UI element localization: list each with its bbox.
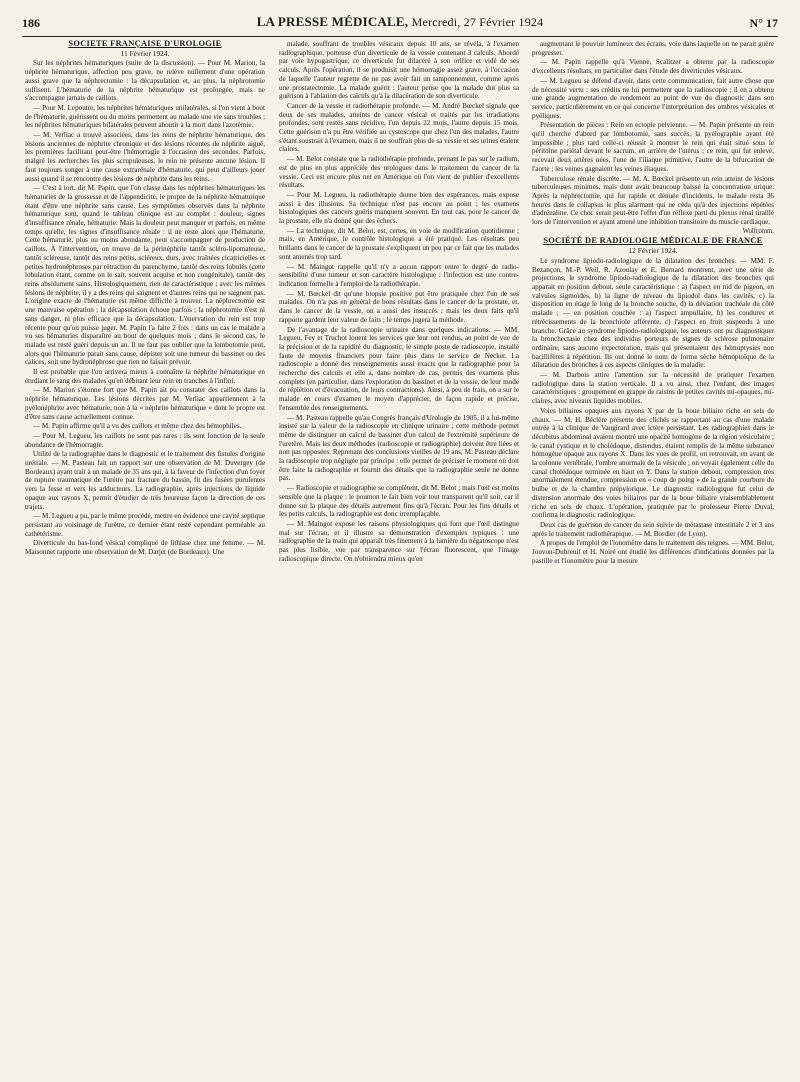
article-paragraph: Le syndrome lipiodo-radiologique de la dilatation des bronches. — MM. F. Bezançon, M.-P. Weil, R. Azoulay et E. Bernard montrent, avec une série de projections, le syndrome lipiodo-radiologique de la dilatation des bronches qui apparait en position debout, seule caractéristique : a) l'aspect en nid de pigeon, en valvules sigmoïdes, b) la ligne de niveau du lipiodol dans les cavités, c) la disposition en étage le long de la bronche souche, d) la déviation trachéale du côté malade ; — en position couchée : a) l'aspect ampullaire, b) les coudures et rétrécissements de la bronchiole afférente, c) l'aspect en fruit suspendu à une branche. Grâce au syndrome lipiodo-radiologique, les auteurs ont pu diagnostiquer la bronchectasie chez des individus porteurs de signes de sclérose pulmonaire ordinaire, sans aucune expectoration, mais qui présentaient des hémoptysies non bacillifères à répétition. Ils ont donné le nom de forme sèche hémoptoïque de la dilatation des bronches à ces aspects cliniques de la maladie. — [532, 256, 774, 370]
article-paragraph: — Pour M. Legueu, les caillots ne sont pas rares : ils sont fonction de la seule abondance de l'hémorragie. — [25, 431, 265, 449]
issue-number: N° 17 — [749, 16, 778, 30]
session-date: 11 Février 1924. — [120, 48, 170, 58]
column-3 — [532, 40, 774, 1080]
column-3-body-b — [532, 257, 774, 566]
article-paragraph: — M. Bœckel dit qu'une biopsie positive put être pratiquée chez l'un de ses malades. On n'a pas en général de bons résultats dans le cancer de la prostate, et, dans le cancer de la vessie, on a aussi des insuccès ; mais les deux faits qu'il rapporte gardent leur valeur de faits ; le temps jugera la méthode. — [279, 289, 519, 324]
issue-date: Mercredi, 27 Février 1924 — [411, 15, 544, 29]
article-paragraph: — M. Verliac a trouvé associées, dans les reins de néphrite hématurique, des lésions anciennes de néphrite chronique et des lésions récentes de néphrite aiguë, les premières facilitant peut-être l'hémorragie à l'occasion des secondes. Parfois, malgré les recherches les plus scrupuleuses, le rein ne présente aucune lésion. Il faut toujours songer à une cause extrarénale d'hématurie, qui peut d'ailleurs jouer aussi quand il se rencontre des lésions de néphrite dans les reins. — [25, 131, 265, 183]
article-paragraph: — M. Pasteau rappelle qu'au Congrès français d'Urologie de 1905, il a lui-même insisté sur la valeur de la radioscopie en clinique urinaire ; cette méthode permet même de distinguer un calcul du bassinet d'un calcul de l'extrémité supérieure de l'uretère. Mais les deux méthodes (radioscopie et radiographie) doivent être liées et non pas opposées. Reprenant des conclusions vieilles de 19 ans, M. Pasteau déclare la radioscopie trop négligée par principe : elle permet de préciser le moment où doit être faite la radiographie et fournit des détails que la radiographie seule ne donne pas. — [279, 413, 519, 483]
article-paragraph: — M. Darbois attire l'attention sur la nécessité de pratiquer l'examen radiologique dans la station verticale. Il a vu ainsi, chez l'enfant, des images caractéristiques : groupement en grappe de raisins de petites cavités mi-opaques, mi-claires, avec niveaux liquides mobiles. — [532, 371, 774, 406]
column-1 — [25, 40, 265, 1080]
article-paragraph: Voies biliaires opaques aux rayons X par de la boue biliaire riche en sels de chaux. — M. H. Béclère présente des clichés se rapportant au cas d'une malade entrée à la clinique de Vaugirard avec ictère persistant. Les radiographies dans le décubitus abdominal avaient montré une opacité homogène de la région vésiculaire ; le canal cystique et le cholédoque, distendus, étaient remplis de la même substance homogène opaque aux rayons X. Dans les vues de profil, on retrouvait, en avant de la colonne vertébrale, l'ombre anormale de la vésicule ; on voyait également celle du canal cholédoque terminée en haut en Y. Dans la station debout, compression très anormalement étendue, compression en « coup de poing » de la grande courbure du bulbe et de la chambre prépylorique. Le diagnostic radiologique fut celui de distension anormale des voies biliaires par de la boue biliaire vraisemblablement riche en sels de chaux. L'opération, pratiquée par le professeur Pierre Duval, confirma le diagnostic radiologique. — [532, 406, 774, 520]
article-paragraph: Sur les néphrites hématuriques (suite de la discussion). — Pour M. Marion, la néphrite hématurique, affection peu grave, ne relève nullement d'une opération aussi grave que la néphrectomie : la décapsulation et, au plus, la néphrotomie suffisent. L'hématurie de la néphrite hématurique est prolongée, mais ne s'accompagne jamais de caillots. — [25, 59, 265, 103]
article-paragraph: — M. Legueu se défend d'avoir, dans cette communication, fait autre chose que de nécessité vertu : ses crédits ne lui permettent que la radioscopie ; il en a obtenu une grande augmentation de rendement au point de vue du diagnostic dans son service, particulièrement en ce qui concerne l'interprétation des ombres vésicales et pyéliques. — [532, 76, 774, 120]
column-1-body — [25, 59, 265, 556]
article-paragraph: A propos de l'emploi de l'ionomètre dans le traitement des teignes. — MM. Belot, Jouvon-Dubreuil et H. Noiré ont étudié les différences d'indications données par la pastille et l'ionomètre pour la mesure — [532, 539, 774, 565]
article-paragraph: — M. Maingot rappelle qu'il n'y a aucun rapport entre le degré de radio-sensibilité d'une tumeur et son caractère histologique : l'infection est une contre-indication formelle à l'emploi de la radiothérapie. — [279, 262, 519, 288]
article-paragraph: — M. Belot constate que la radiothérapie profonde, prenant le pas sur le radium, est de plus en plus appréciée des urologues dans le traitement du cancer de la vessie. Ceci est encore plus net en Amérique où l'on vient de publier d'excellents résultats. — [279, 155, 519, 190]
article-paragraph: Utilité de la radiographie dans le diagnostic et le traitement des fistules d'origine urétrale. — M. Pasteau fait un rapport sur une observation de M. Duvergey (de Bordeaux) ayant trait à un malade de 35 ans qui, à la faveur de l'infection d'un foyer de rupture traumatique de l'urètre par fracture du bassin, fit des fusées purulentes vers la fesse et vers les adducteurs. La radiographie, après injections de liquide opaque aux rayons X, permit d'étudier de très heureuse façon la direction de ces trajets. — [25, 450, 265, 511]
article-paragraph: Deux cas de guérison de cancer du sein suivie de métastase intestinale 2 et 3 ans après le traitement radiothérapique. — M. Bordier (de Lyon). — [532, 520, 774, 538]
article-paragraph: — La technique, dit M. Belot, est, certes, en voie de modification quotidienne ; mais, en Amérique, le contrôle histologique a été pratiqué. Les résultats peu brillants dans le cancer de la prostate s'expliquent un peu par ce fait que les malades sont amenés trop tard. — [279, 226, 519, 261]
article-paragraph: — M. Marion s'étonne fort que M. Papin ait pu constater des caillots dans la néphrite hématurique. Les lésions décrites par M. Verliac appartiennent à la pyélonéphrite avec hématurie, non à la « néphrite hématurique » dont le propre est d'être sans cause actuellement connue. — [25, 386, 265, 421]
article-paragraph: Présentation de pièces : Rein en ectopie pelvienne. — M. Papin présente un rein qu'il cherche d'abord par lombotomie, sans succès, la pyélographie ayant été impossible ; plus tard celle-ci réussit à montrer le rein qui était situé sous le péritoine pariétal devant le sacrum, en arrière de l'utérus ; ce rein, qui fut enlevé, recevait deux artères nées, l'une de l'iliaque primitive, l'autre de la bifurcation de l'aorte ; les veines gagnaient les veines iliaques. — [532, 121, 774, 173]
article-paragraph: — M. Legueu a pu, par le même procédé, mettre en évidence une cavité septique persistant au voisinage de l'urètre, ce dernier étant resté cependant perméable au cathétérisme. — [25, 512, 265, 538]
article-paragraph: — Radioscopie et radiographie se complètent, dit M. Belot ; mais l'œil est moins sensible que la plaque : le poumon le fait bien voir tout transparent qu'il soit, car il donne sur la plaque des détails autrement fins qu'à l'écran. Pour les fins détails et les petits calculs, la radiographie est donc irremplaçable. — [279, 484, 519, 519]
article-paragraph: Il est probable que l'on arrivera mieux à connaître la néphrite hématurique en étudiant le sang des malades qu'en débitant leur rein en tranches à l'infini. — [25, 368, 265, 385]
article-paragraph: augmentant le pouvoir lumineux des écrans, voie dans laquelle on ne parait guère progresser. — [532, 40, 774, 57]
article-paragraph: De l'avantage de la radioscopie urinaire dans quelques indications. — MM. Legueu, Fey et Truchot louent les services que leur ont rendus, au point de vue de la précision et de la rapidité du diagnostic, le simple poste de radioscopie, installé faute de moyens financiers pour faire plus dans le service de Necker. La radioscopie a donné des renseignements aussi exacts que la radiographie pour la recherche des calculs et elle a, dans nombre de cas, permis des examens plus complets (en particulier, dans l'exploration du bassinet et de la vessie, de leur mode de réplétion et d'évacuation, de leurs contractions). Ainsi, à peu de frais, on a sur le malade en cours d'examen le moyen d'apprécier, de façon rapide et précise, l'ensemble des renseignements. — [279, 325, 519, 412]
society-heading-2: SOCIÉTÉ DE RADIOLOGIE MÉDICALE DE FRANCE — [543, 236, 763, 246]
running-title — [22, 14, 778, 30]
header-rule — [22, 36, 778, 37]
article-paragraph: — C'est à tort, dit M. Papin, que l'on classe dans les néphrites hématuriques les hématuries de la grossesse et de l'appendicite, le propre de la néphrite hématurique étant d'être une néphrite sans cause. Les symptômes observés dans la néphrite hématurique sont, quand le tableau clinique est au complet : douleur, signes d'insuffisance rénale, hématurie. Mais la douleur peut manquer et parfois, en même temps qu'elle, les signes d'insuffisance rénale : il ne reste alors que l'hématurie. Cette hématurie, plus ou moins abondante, peut s'accompagner de production de caillots. À l'intervention, on trouve de la périnéphrite tantôt scléro-lipomateuse, tantôt scléreuse, tantôt des reins petits, scléreux, durs, avec traînées cicatricielles et petites hydronéphroses par rétraction du parenchyme, tantôt des reins lobulés (cette lobulation étant, comme on le sait, souvent acquise et non congénitale), tantôt des reins absolument sains. Histologiquement, rien de caractéristique ; avec les mêmes lésions de néphrite, il y a des reins qui saignent et d'autres reins qui ne saignent pas. L'origine exacte de l'hématurie est même difficile à trouver. La néphrectomie est une mauvaise opération ; la décapsulation échoue parfois ; la néphrotomie n'est ni sans danger, ni plus efficace que la décapsulation. L'énervation du rein est trop récente pour qu'on puisse juger. M. Papin l'a faite 2 fois : dans un cas le malade a vu ses hématuries disparaître au bout de quelques mois ; dans le second cas, le malade est resté guéri depuis un an. Il ne faut pas oublier que la lombotomie peut, alors que l'hématurie parait sans cause, dépister soit une tumeur du bassinet ou des calices, soit une hydronéphrose que rien ne faisait prévoir. — [25, 184, 265, 367]
article-paragraph: Diverticule du bas-fond vésical compliqué de lithiase chez une femme. — M. Maisonnet rapporte une observation de M. Darjet (de Bordeaux). Une — [25, 539, 265, 557]
page-number: 186 — [22, 16, 40, 30]
article-paragraph: — M. Papin affirme qu'il a vu des caillots et même chez des hémophiles. — [33, 422, 242, 431]
column-2 — [279, 40, 519, 1080]
report-author: Wolfromm. — [742, 227, 774, 235]
article-paragraph: — Pour M. Lepoutre, les néphrites hématuriques unilatérales, si l'on vient à bout de l'hématurie, guérissent ou du moins permettent au malade une vie sans troubles ; les néphrites hématuriques bilatérales peuvent aboutir à la mort dans l'azotémie. — [25, 103, 265, 130]
column-2-body — [279, 40, 519, 563]
society-heading: SOCIÉTÉ FRANÇAISE D'UROLOGIE — [68, 40, 222, 48]
session-date-2: 12 Février 1924. — [628, 246, 678, 256]
journal-title: LA PRESSE MÉDICALE, — [256, 14, 409, 29]
article-paragraph: Cancer de la vessie et radiothérapie profonde. — M. André Bœckel signale que deux de ses malades, atteints de cancer vésical et traités par les irradiations profondes, sont restés sans récidive, l'un depuis 22 mois, l'autre depuis 15 mois. Cette guérison n'a pu être vérifiée au cystoscope que chez l'un des malades, l'autre s'étant soustrait à l'examen, mais il ne souffrait plus de sa vessie et ses urines étaient claires. — [279, 101, 519, 154]
article-paragraph: — M. Papin rappelle qu'à Vienne, Scalitzer a obtenu par la radioscopie d'excellents résultats, en particulier dans l'étude des diverticules vésicaux. — [532, 58, 774, 76]
column-3-body-a — [532, 40, 774, 227]
article-paragraph: Tuberculose rénale discrète. — M. A. Bœckel présente un rein atteint de lésions tuberculeuses minimes, mais dont avait beaucoup baissé la concentration urique. Après la néphrectomie, qui fut rapide et dénuée d'incidents, le malade resta 36 heures dans le collapsus le plus alarmant qui ne céda qu'à des injections répétées d'adrénaline. Ce choc serait peut-être l'effet d'un réflexe parti du plexus rénal tiraillé lors de l'intervention et ayant amené une inhibition transitoire du muscle cardiaque. — [532, 174, 774, 227]
article-paragraph: — Pour M. Legueu, la radiothérapie donne bien des espérances, mais expose aussi à des illusions. Sa technique n'est pas encore au point ; les examens histologiques des cancers guéris manquent souvent. En tout cas, pour le cancer de la prostate, elle n'a donné que des échecs. — [279, 190, 519, 226]
article-paragraph: malade, souffrant de troubles vésicaux depuis 10 ans, se révéla, à l'examen radiographique, porteuse d'un diverticule de la vessie contenant 3 calculs. Abordé par voie hypogastrique, ce diverticule fut dilacéré à son orifice et vidé de ses calculs. Après l'opération, il se produisit une hémorragie assez grave, à l'occasion de laquelle l'auteur regrette de ne pas avoir fait un tamponnement, comme après une prostatectomie. La malade guérit : l'auteur pense que la malade dut plus sa guérison à l'ablation des calculs qu'à la dilacération de son diverticule. — [279, 40, 519, 101]
article-paragraph: — M. Maingot expose les raisons physiologiques qui font que l'œil distingue mal sur l'écran, et il illustre sa démonstration d'exemples typiques : une radiographie de la main qui apparaît très finement à la lumière du négatoscope n'est pas plus lisible, vue par transparence sur l'écran fluorescent, que l'image radioscopique directe. On n'obtiendra mieux qu'en — [279, 519, 519, 563]
page-header — [22, 14, 778, 34]
